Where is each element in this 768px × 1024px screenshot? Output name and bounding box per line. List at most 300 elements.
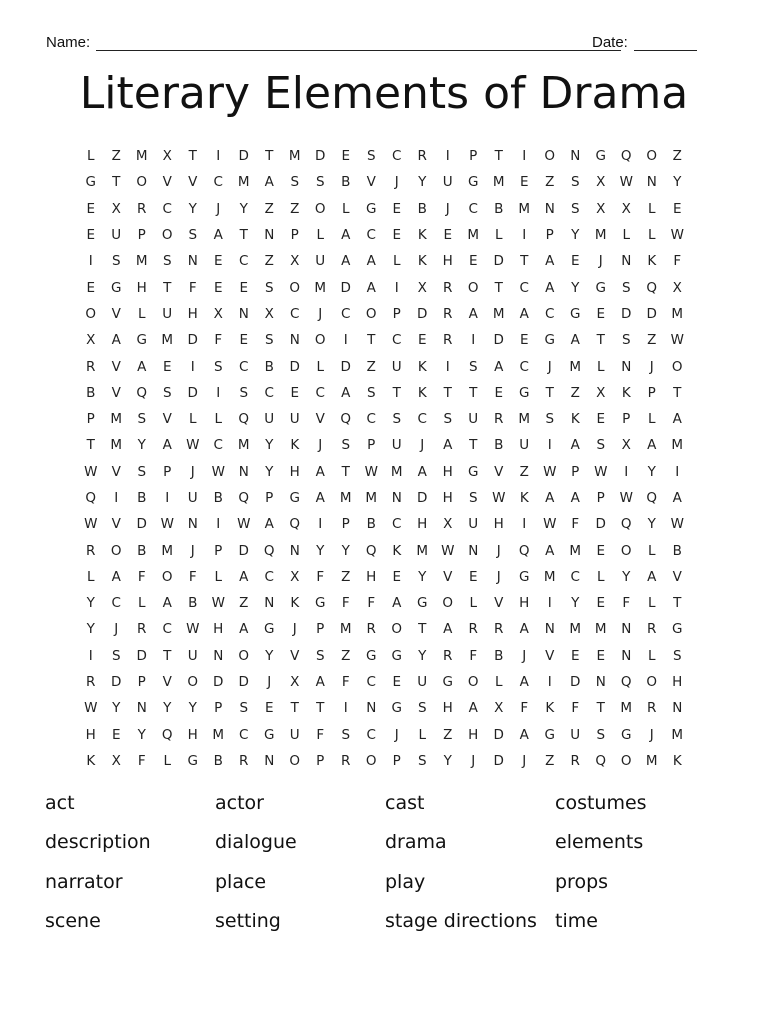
- grid-cell[interactable]: O: [238, 647, 250, 664]
- grid-cell[interactable]: P: [316, 752, 325, 769]
- word-search-grid[interactable]: [78, 143, 690, 774]
- grid-cell[interactable]: M: [161, 542, 174, 559]
- grid-cell[interactable]: D: [238, 148, 249, 165]
- grid-cell[interactable]: O: [391, 621, 403, 638]
- grid-cell[interactable]: X: [290, 674, 300, 691]
- grid-cell[interactable]: F: [137, 752, 146, 769]
- grid-cell[interactable]: H: [442, 253, 453, 270]
- grid-cell[interactable]: A: [494, 358, 504, 375]
- grid-cell[interactable]: M: [339, 621, 352, 638]
- grid-cell[interactable]: N: [136, 700, 147, 717]
- grid-cell[interactable]: D: [646, 305, 657, 322]
- grid-cell[interactable]: F: [622, 595, 631, 612]
- grid-cell[interactable]: S: [570, 174, 580, 191]
- grid-cell[interactable]: T: [163, 279, 172, 296]
- grid-cell[interactable]: N: [289, 332, 300, 349]
- grid-cell[interactable]: T: [316, 700, 325, 717]
- grid-cell[interactable]: C: [239, 253, 249, 270]
- grid-cell[interactable]: B: [494, 200, 504, 217]
- grid-cell[interactable]: O: [442, 595, 454, 612]
- grid-cell[interactable]: J: [318, 305, 323, 322]
- grid-cell[interactable]: F: [137, 568, 146, 585]
- grid-cell[interactable]: M: [594, 227, 607, 244]
- grid-cell[interactable]: Q: [340, 411, 352, 428]
- grid-cell[interactable]: Q: [136, 384, 148, 401]
- grid-cell[interactable]: A: [468, 305, 478, 322]
- grid-cell[interactable]: I: [445, 358, 450, 375]
- grid-cell[interactable]: E: [239, 279, 249, 296]
- grid-cell[interactable]: K: [290, 595, 300, 612]
- grid-cell[interactable]: D: [136, 516, 147, 533]
- grid-cell[interactable]: B: [137, 542, 147, 559]
- grid-cell[interactable]: O: [467, 674, 479, 691]
- grid-cell[interactable]: W: [211, 595, 225, 612]
- grid-cell[interactable]: N: [570, 148, 581, 165]
- grid-cell[interactable]: W: [619, 174, 633, 191]
- grid-cell[interactable]: E: [443, 227, 453, 244]
- grid-cell[interactable]: O: [365, 305, 377, 322]
- grid-cell[interactable]: V: [111, 305, 121, 322]
- grid-cell[interactable]: E: [596, 411, 606, 428]
- grid-cell[interactable]: J: [522, 647, 527, 664]
- grid-cell[interactable]: T: [290, 700, 299, 717]
- grid-cell[interactable]: M: [161, 332, 174, 349]
- grid-cell[interactable]: M: [416, 542, 429, 559]
- grid-cell[interactable]: G: [264, 726, 275, 743]
- grid-cell[interactable]: F: [188, 279, 197, 296]
- grid-cell[interactable]: B: [264, 358, 274, 375]
- grid-cell[interactable]: S: [264, 332, 274, 349]
- grid-cell[interactable]: E: [519, 332, 529, 349]
- grid-cell[interactable]: M: [212, 726, 225, 743]
- grid-cell[interactable]: S: [570, 200, 580, 217]
- grid-cell[interactable]: M: [237, 437, 250, 454]
- grid-cell[interactable]: D: [493, 752, 504, 769]
- grid-cell[interactable]: S: [621, 279, 631, 296]
- grid-cell[interactable]: Q: [646, 279, 658, 296]
- grid-cell[interactable]: P: [392, 752, 401, 769]
- grid-cell[interactable]: R: [468, 621, 478, 638]
- grid-cell[interactable]: J: [318, 437, 323, 454]
- grid-cell[interactable]: B: [188, 595, 198, 612]
- grid-cell[interactable]: U: [519, 437, 530, 454]
- grid-cell[interactable]: S: [264, 279, 274, 296]
- grid-cell[interactable]: D: [187, 332, 198, 349]
- grid-cell[interactable]: E: [162, 358, 172, 375]
- grid-cell[interactable]: V: [494, 595, 504, 612]
- grid-cell[interactable]: A: [366, 253, 376, 270]
- grid-cell[interactable]: H: [85, 726, 96, 743]
- grid-cell[interactable]: L: [647, 227, 656, 244]
- grid-cell[interactable]: A: [341, 227, 351, 244]
- grid-cell[interactable]: L: [86, 568, 95, 585]
- grid-cell[interactable]: U: [264, 411, 275, 428]
- grid-cell[interactable]: R: [137, 200, 147, 217]
- grid-cell[interactable]: O: [620, 542, 632, 559]
- grid-cell[interactable]: I: [343, 332, 348, 349]
- grid-cell[interactable]: B: [341, 174, 351, 191]
- grid-cell[interactable]: G: [672, 621, 683, 638]
- grid-cell[interactable]: E: [570, 647, 580, 664]
- grid-cell[interactable]: R: [239, 752, 249, 769]
- grid-cell[interactable]: M: [543, 568, 556, 585]
- grid-cell[interactable]: L: [647, 200, 656, 217]
- grid-cell[interactable]: N: [238, 305, 249, 322]
- grid-cell[interactable]: U: [468, 411, 479, 428]
- grid-cell[interactable]: M: [518, 200, 531, 217]
- grid-cell[interactable]: C: [519, 358, 529, 375]
- grid-cell[interactable]: Q: [646, 490, 658, 506]
- grid-cell[interactable]: E: [213, 279, 223, 296]
- grid-cell[interactable]: A: [315, 674, 325, 691]
- grid-cell[interactable]: P: [545, 227, 554, 244]
- grid-cell[interactable]: E: [417, 332, 427, 349]
- grid-cell[interactable]: I: [318, 516, 323, 533]
- grid-cell[interactable]: K: [545, 700, 555, 717]
- grid-cell[interactable]: K: [417, 253, 427, 270]
- grid-cell[interactable]: Q: [85, 490, 97, 506]
- grid-cell[interactable]: S: [392, 411, 402, 428]
- grid-cell[interactable]: H: [493, 516, 504, 533]
- grid-cell[interactable]: W: [619, 490, 633, 506]
- grid-cell[interactable]: A: [315, 463, 325, 480]
- grid-cell[interactable]: G: [136, 332, 147, 349]
- grid-cell[interactable]: H: [442, 700, 453, 717]
- grid-cell[interactable]: Q: [595, 752, 607, 769]
- grid-cell[interactable]: L: [596, 568, 605, 585]
- grid-cell[interactable]: X: [621, 200, 631, 217]
- grid-cell[interactable]: Q: [238, 411, 250, 428]
- grid-cell[interactable]: Q: [518, 542, 530, 559]
- grid-cell[interactable]: N: [366, 700, 377, 717]
- grid-cell[interactable]: R: [570, 752, 580, 769]
- grid-cell[interactable]: M: [110, 437, 123, 454]
- grid-cell[interactable]: D: [213, 674, 224, 691]
- grid-cell[interactable]: Z: [290, 200, 300, 217]
- grid-cell[interactable]: J: [445, 200, 450, 217]
- grid-cell[interactable]: P: [163, 463, 172, 480]
- grid-cell[interactable]: X: [494, 700, 504, 717]
- grid-cell[interactable]: B: [137, 490, 147, 506]
- grid-cell[interactable]: O: [314, 200, 326, 217]
- grid-cell[interactable]: S: [137, 463, 147, 480]
- grid-cell[interactable]: G: [85, 174, 96, 191]
- grid-cell[interactable]: I: [547, 595, 552, 612]
- grid-cell[interactable]: O: [544, 148, 556, 165]
- grid-cell[interactable]: L: [214, 411, 223, 428]
- grid-cell[interactable]: H: [468, 726, 479, 743]
- grid-cell[interactable]: H: [519, 595, 530, 612]
- grid-cell[interactable]: R: [417, 148, 427, 165]
- grid-cell[interactable]: W: [211, 463, 225, 480]
- grid-cell[interactable]: A: [341, 253, 351, 270]
- grid-cell[interactable]: T: [545, 384, 554, 401]
- grid-cell[interactable]: O: [136, 174, 148, 191]
- grid-cell[interactable]: V: [188, 174, 198, 191]
- grid-cell[interactable]: I: [624, 463, 629, 480]
- grid-cell[interactable]: D: [493, 253, 504, 270]
- grid-cell[interactable]: J: [522, 752, 527, 769]
- grid-cell[interactable]: L: [214, 568, 223, 585]
- grid-cell[interactable]: L: [494, 674, 503, 691]
- grid-cell[interactable]: W: [594, 463, 608, 480]
- grid-cell[interactable]: O: [467, 279, 479, 296]
- grid-cell[interactable]: G: [519, 384, 530, 401]
- grid-cell[interactable]: A: [443, 621, 453, 638]
- grid-cell[interactable]: V: [111, 384, 121, 401]
- grid-cell[interactable]: T: [341, 463, 350, 480]
- grid-cell[interactable]: K: [417, 358, 427, 375]
- grid-cell[interactable]: C: [468, 200, 478, 217]
- grid-cell[interactable]: W: [160, 516, 174, 533]
- grid-cell[interactable]: S: [315, 174, 325, 191]
- grid-cell[interactable]: Y: [673, 174, 682, 191]
- grid-cell[interactable]: V: [111, 358, 121, 375]
- grid-cell[interactable]: T: [163, 647, 172, 664]
- grid-cell[interactable]: H: [672, 674, 683, 691]
- grid-cell[interactable]: N: [264, 595, 275, 612]
- grid-cell[interactable]: K: [647, 253, 657, 270]
- grid-cell[interactable]: M: [671, 437, 684, 454]
- grid-cell[interactable]: K: [672, 752, 682, 769]
- grid-cell[interactable]: L: [188, 411, 197, 428]
- grid-cell[interactable]: C: [239, 726, 249, 743]
- grid-cell[interactable]: J: [114, 621, 119, 638]
- grid-cell[interactable]: C: [239, 358, 249, 375]
- grid-cell[interactable]: M: [135, 148, 148, 165]
- grid-cell[interactable]: H: [213, 621, 224, 638]
- grid-cell[interactable]: S: [468, 490, 478, 506]
- grid-cell[interactable]: Y: [86, 595, 95, 612]
- grid-cell[interactable]: M: [467, 227, 480, 244]
- grid-cell[interactable]: T: [443, 384, 452, 401]
- grid-cell[interactable]: A: [264, 174, 274, 191]
- grid-cell[interactable]: N: [264, 752, 275, 769]
- grid-cell[interactable]: A: [519, 621, 529, 638]
- grid-cell[interactable]: A: [519, 726, 529, 743]
- grid-cell[interactable]: P: [214, 542, 223, 559]
- grid-cell[interactable]: S: [366, 384, 376, 401]
- grid-cell[interactable]: Y: [265, 437, 274, 454]
- grid-cell[interactable]: L: [647, 411, 656, 428]
- grid-cell[interactable]: S: [468, 358, 478, 375]
- grid-cell[interactable]: N: [391, 490, 402, 506]
- grid-cell[interactable]: L: [137, 595, 146, 612]
- grid-cell[interactable]: T: [469, 384, 478, 401]
- grid-cell[interactable]: J: [496, 568, 501, 585]
- grid-cell[interactable]: H: [417, 516, 428, 533]
- grid-cell[interactable]: Z: [647, 332, 657, 349]
- grid-cell[interactable]: A: [570, 490, 580, 506]
- grid-cell[interactable]: E: [111, 726, 121, 743]
- grid-cell[interactable]: G: [570, 305, 581, 322]
- grid-cell[interactable]: I: [675, 463, 680, 480]
- grid-cell[interactable]: Z: [545, 752, 555, 769]
- grid-cell[interactable]: Y: [418, 568, 427, 585]
- grid-cell[interactable]: K: [417, 384, 427, 401]
- grid-cell[interactable]: I: [88, 647, 93, 664]
- grid-cell[interactable]: V: [111, 463, 121, 480]
- grid-cell[interactable]: J: [394, 726, 399, 743]
- grid-cell[interactable]: R: [494, 411, 504, 428]
- grid-cell[interactable]: R: [341, 752, 351, 769]
- grid-cell[interactable]: L: [163, 752, 172, 769]
- grid-cell[interactable]: G: [595, 279, 606, 296]
- grid-cell[interactable]: G: [442, 674, 453, 691]
- grid-cell[interactable]: U: [391, 437, 402, 454]
- grid-cell[interactable]: N: [621, 621, 632, 638]
- grid-cell[interactable]: X: [672, 279, 682, 296]
- grid-cell[interactable]: F: [571, 700, 580, 717]
- grid-cell[interactable]: P: [137, 227, 146, 244]
- grid-cell[interactable]: P: [469, 148, 478, 165]
- grid-cell[interactable]: J: [547, 358, 552, 375]
- grid-cell[interactable]: A: [519, 305, 529, 322]
- grid-cell[interactable]: T: [265, 148, 274, 165]
- grid-cell[interactable]: B: [672, 542, 682, 559]
- grid-cell[interactable]: G: [366, 647, 377, 664]
- grid-cell[interactable]: A: [366, 279, 376, 296]
- grid-cell[interactable]: P: [316, 621, 325, 638]
- grid-cell[interactable]: P: [392, 305, 401, 322]
- grid-cell[interactable]: R: [443, 332, 453, 349]
- grid-cell[interactable]: G: [468, 174, 479, 191]
- grid-cell[interactable]: C: [570, 568, 580, 585]
- grid-cell[interactable]: H: [442, 463, 453, 480]
- grid-cell[interactable]: O: [161, 568, 173, 585]
- grid-cell[interactable]: O: [365, 752, 377, 769]
- grid-cell[interactable]: Y: [112, 700, 121, 717]
- grid-cell[interactable]: D: [340, 279, 351, 296]
- grid-cell[interactable]: Z: [443, 726, 453, 743]
- grid-cell[interactable]: T: [367, 332, 376, 349]
- grid-cell[interactable]: Y: [571, 227, 580, 244]
- grid-cell[interactable]: M: [339, 490, 352, 506]
- grid-cell[interactable]: W: [186, 621, 200, 638]
- grid-cell[interactable]: T: [112, 174, 121, 191]
- grid-cell[interactable]: N: [621, 647, 632, 664]
- grid-cell[interactable]: O: [620, 752, 632, 769]
- grid-cell[interactable]: V: [672, 568, 682, 585]
- grid-cell[interactable]: S: [596, 726, 606, 743]
- grid-cell[interactable]: N: [621, 253, 632, 270]
- grid-cell[interactable]: W: [670, 516, 684, 533]
- grid-cell[interactable]: I: [394, 279, 399, 296]
- grid-cell[interactable]: C: [162, 200, 172, 217]
- grid-cell[interactable]: V: [494, 463, 504, 480]
- grid-cell[interactable]: H: [289, 463, 300, 480]
- grid-cell[interactable]: J: [267, 674, 272, 691]
- grid-cell[interactable]: R: [86, 358, 96, 375]
- grid-cell[interactable]: X: [111, 752, 121, 769]
- grid-cell[interactable]: N: [264, 227, 275, 244]
- grid-cell[interactable]: H: [366, 568, 377, 585]
- grid-cell[interactable]: X: [443, 516, 453, 533]
- grid-cell[interactable]: S: [315, 647, 325, 664]
- grid-cell[interactable]: Z: [545, 174, 555, 191]
- grid-cell[interactable]: V: [162, 674, 172, 691]
- grid-cell[interactable]: S: [545, 411, 555, 428]
- grid-cell[interactable]: N: [187, 516, 198, 533]
- grid-cell[interactable]: A: [545, 542, 555, 559]
- grid-cell[interactable]: C: [290, 305, 300, 322]
- grid-cell[interactable]: A: [111, 568, 121, 585]
- grid-cell[interactable]: F: [188, 568, 197, 585]
- grid-cell[interactable]: Z: [341, 568, 351, 585]
- grid-cell[interactable]: E: [213, 253, 223, 270]
- grid-cell[interactable]: H: [187, 305, 198, 322]
- grid-cell[interactable]: O: [289, 752, 301, 769]
- grid-cell[interactable]: T: [239, 227, 248, 244]
- grid-cell[interactable]: W: [441, 542, 455, 559]
- grid-cell[interactable]: M: [518, 411, 531, 428]
- grid-cell[interactable]: A: [570, 437, 580, 454]
- grid-cell[interactable]: L: [316, 358, 325, 375]
- grid-cell[interactable]: O: [161, 227, 173, 244]
- grid-cell[interactable]: F: [571, 516, 580, 533]
- grid-cell[interactable]: D: [289, 358, 300, 375]
- grid-cell[interactable]: F: [520, 700, 529, 717]
- grid-cell[interactable]: M: [110, 411, 123, 428]
- grid-cell[interactable]: I: [343, 700, 348, 717]
- grid-cell[interactable]: O: [646, 148, 658, 165]
- grid-cell[interactable]: S: [341, 437, 351, 454]
- grid-cell[interactable]: Q: [365, 542, 377, 559]
- grid-cell[interactable]: C: [264, 568, 274, 585]
- grid-cell[interactable]: P: [341, 516, 350, 533]
- grid-cell[interactable]: A: [162, 595, 172, 612]
- grid-cell[interactable]: O: [646, 674, 658, 691]
- grid-cell[interactable]: J: [496, 542, 501, 559]
- grid-cell[interactable]: O: [671, 358, 683, 375]
- grid-cell[interactable]: C: [392, 516, 402, 533]
- grid-cell[interactable]: G: [391, 700, 402, 717]
- grid-cell[interactable]: C: [392, 332, 402, 349]
- grid-cell[interactable]: J: [292, 621, 297, 638]
- grid-cell[interactable]: D: [315, 148, 326, 165]
- grid-cell[interactable]: X: [86, 332, 96, 349]
- grid-cell[interactable]: F: [214, 332, 223, 349]
- grid-cell[interactable]: W: [670, 227, 684, 244]
- grid-cell[interactable]: E: [596, 647, 606, 664]
- grid-cell[interactable]: C: [545, 305, 555, 322]
- grid-cell[interactable]: T: [494, 279, 503, 296]
- grid-cell[interactable]: E: [392, 200, 402, 217]
- grid-cell[interactable]: I: [547, 674, 552, 691]
- grid-cell[interactable]: X: [290, 568, 300, 585]
- grid-cell[interactable]: A: [417, 463, 427, 480]
- grid-cell[interactable]: I: [445, 148, 450, 165]
- grid-cell[interactable]: E: [596, 305, 606, 322]
- grid-cell[interactable]: A: [213, 227, 223, 244]
- grid-cell[interactable]: L: [647, 647, 656, 664]
- grid-cell[interactable]: T: [418, 621, 427, 638]
- grid-cell[interactable]: I: [522, 516, 527, 533]
- grid-cell[interactable]: A: [392, 595, 402, 612]
- grid-cell[interactable]: G: [366, 200, 377, 217]
- grid-cell[interactable]: I: [114, 490, 119, 506]
- grid-cell[interactable]: E: [392, 568, 402, 585]
- grid-cell[interactable]: E: [570, 253, 580, 270]
- grid-cell[interactable]: M: [135, 253, 148, 270]
- grid-cell[interactable]: P: [86, 411, 95, 428]
- grid-cell[interactable]: C: [213, 174, 223, 191]
- grid-cell[interactable]: K: [519, 490, 529, 506]
- grid-cell[interactable]: R: [494, 621, 504, 638]
- grid-cell[interactable]: C: [417, 411, 427, 428]
- grid-cell[interactable]: Y: [188, 700, 197, 717]
- grid-cell[interactable]: J: [649, 358, 654, 375]
